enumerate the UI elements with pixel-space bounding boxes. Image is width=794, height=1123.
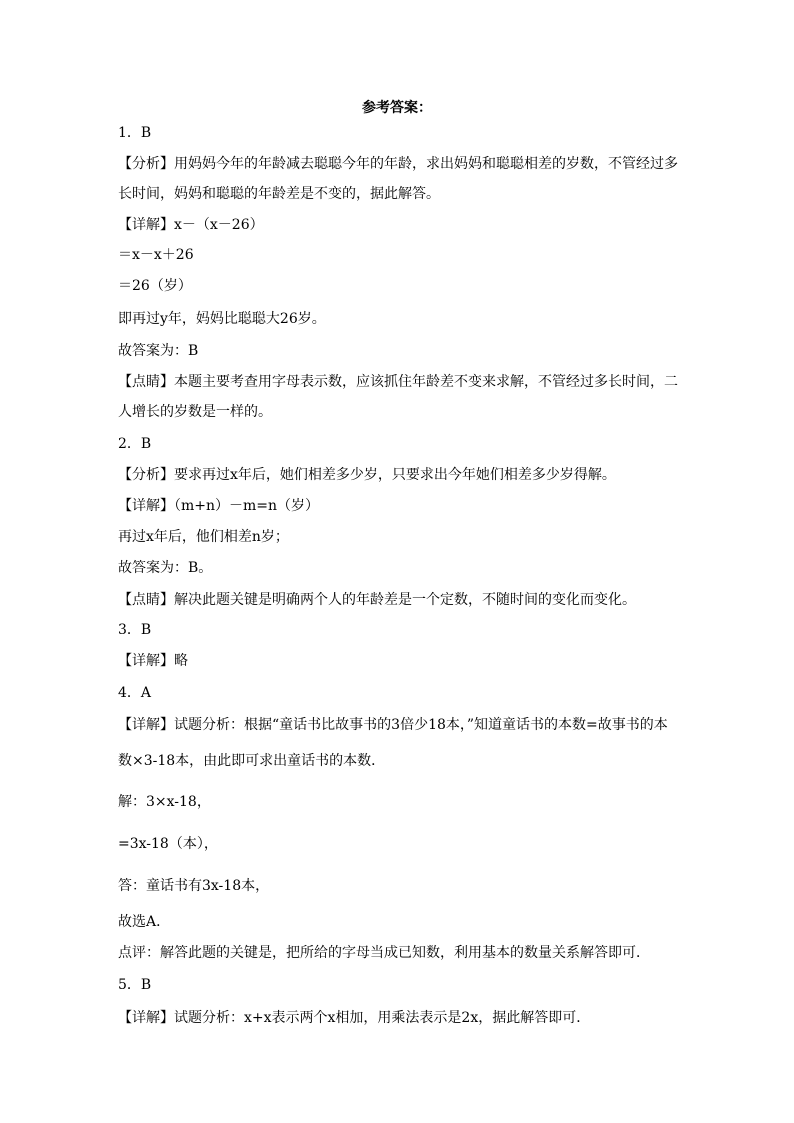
answer-line: 【详解】略 <box>118 653 188 669</box>
answer-line: 【详解】试题分析：根据“童话书比故事书的3倍少18本，”知道童话书的本数=故事书的本 <box>118 717 668 733</box>
answer-line: 【点睛】本题主要考查用字母表示数，应该抓住年龄差不变来求解，不管经过多长时间，二 <box>118 374 678 390</box>
page-title: 参考答案： <box>362 100 432 116</box>
answer-line: 即再过y年，妈妈比聪聪大26岁。 <box>118 311 326 327</box>
answer-line: ＝26（岁） <box>118 278 192 294</box>
answer-line: 【详解】x－（x－26） <box>118 217 264 233</box>
answer-line: 故选A． <box>118 914 171 930</box>
answer-line: 解：3×x-18， <box>118 794 211 810</box>
answer-line: 【点睛】解决此题关键是明确两个人的年龄差是一个定数，不随时间的变化而变化。 <box>118 592 636 608</box>
answer-line: 【分析】要求再过x年后，她们相差多少岁，只要求出今年她们相差多少岁得解。 <box>118 467 616 483</box>
answer-line: 【分析】用妈妈今年的年龄减去聪聪今年的年龄，求出妈妈和聪聪相差的岁数，不管经过多 <box>118 156 678 172</box>
answer-line: 再过x年后，他们相差n岁； <box>118 529 289 545</box>
answer-line: 故答案为：B。 <box>118 560 213 576</box>
answer-line: 点评：解答此题的关键是，把所给的字母当成已知数，利用基本的数量关系解答即可． <box>118 945 650 961</box>
answer-line: 答：童话书有3x-18本， <box>118 878 270 894</box>
answer-line: 数×3-18本，由此即可求出童话书的本数． <box>118 753 386 769</box>
answer-line: 长时间，妈妈和聪聪的年龄差是不变的，据此解答。 <box>118 186 440 202</box>
answer-line: 【详解】试题分析：x+x表示两个x相加，用乘法表示是2x，据此解答即可． <box>118 1010 591 1026</box>
answer-line: =3x-18（本）， <box>118 836 218 852</box>
answer-line: ＝x－x＋26 <box>118 247 194 263</box>
answer-line: 4．A <box>118 685 152 701</box>
answer-line: 人增长的岁数是一样的。 <box>118 404 272 420</box>
answer-line: 故答案为：B <box>118 343 199 359</box>
answer-line: 3．B <box>118 622 152 638</box>
answer-line: 5．B <box>118 977 152 993</box>
answer-line: 1．B <box>118 125 152 141</box>
answer-line: 2．B <box>118 436 152 452</box>
answer-line: 【详解】（m+n）－m=n（岁） <box>118 498 320 514</box>
